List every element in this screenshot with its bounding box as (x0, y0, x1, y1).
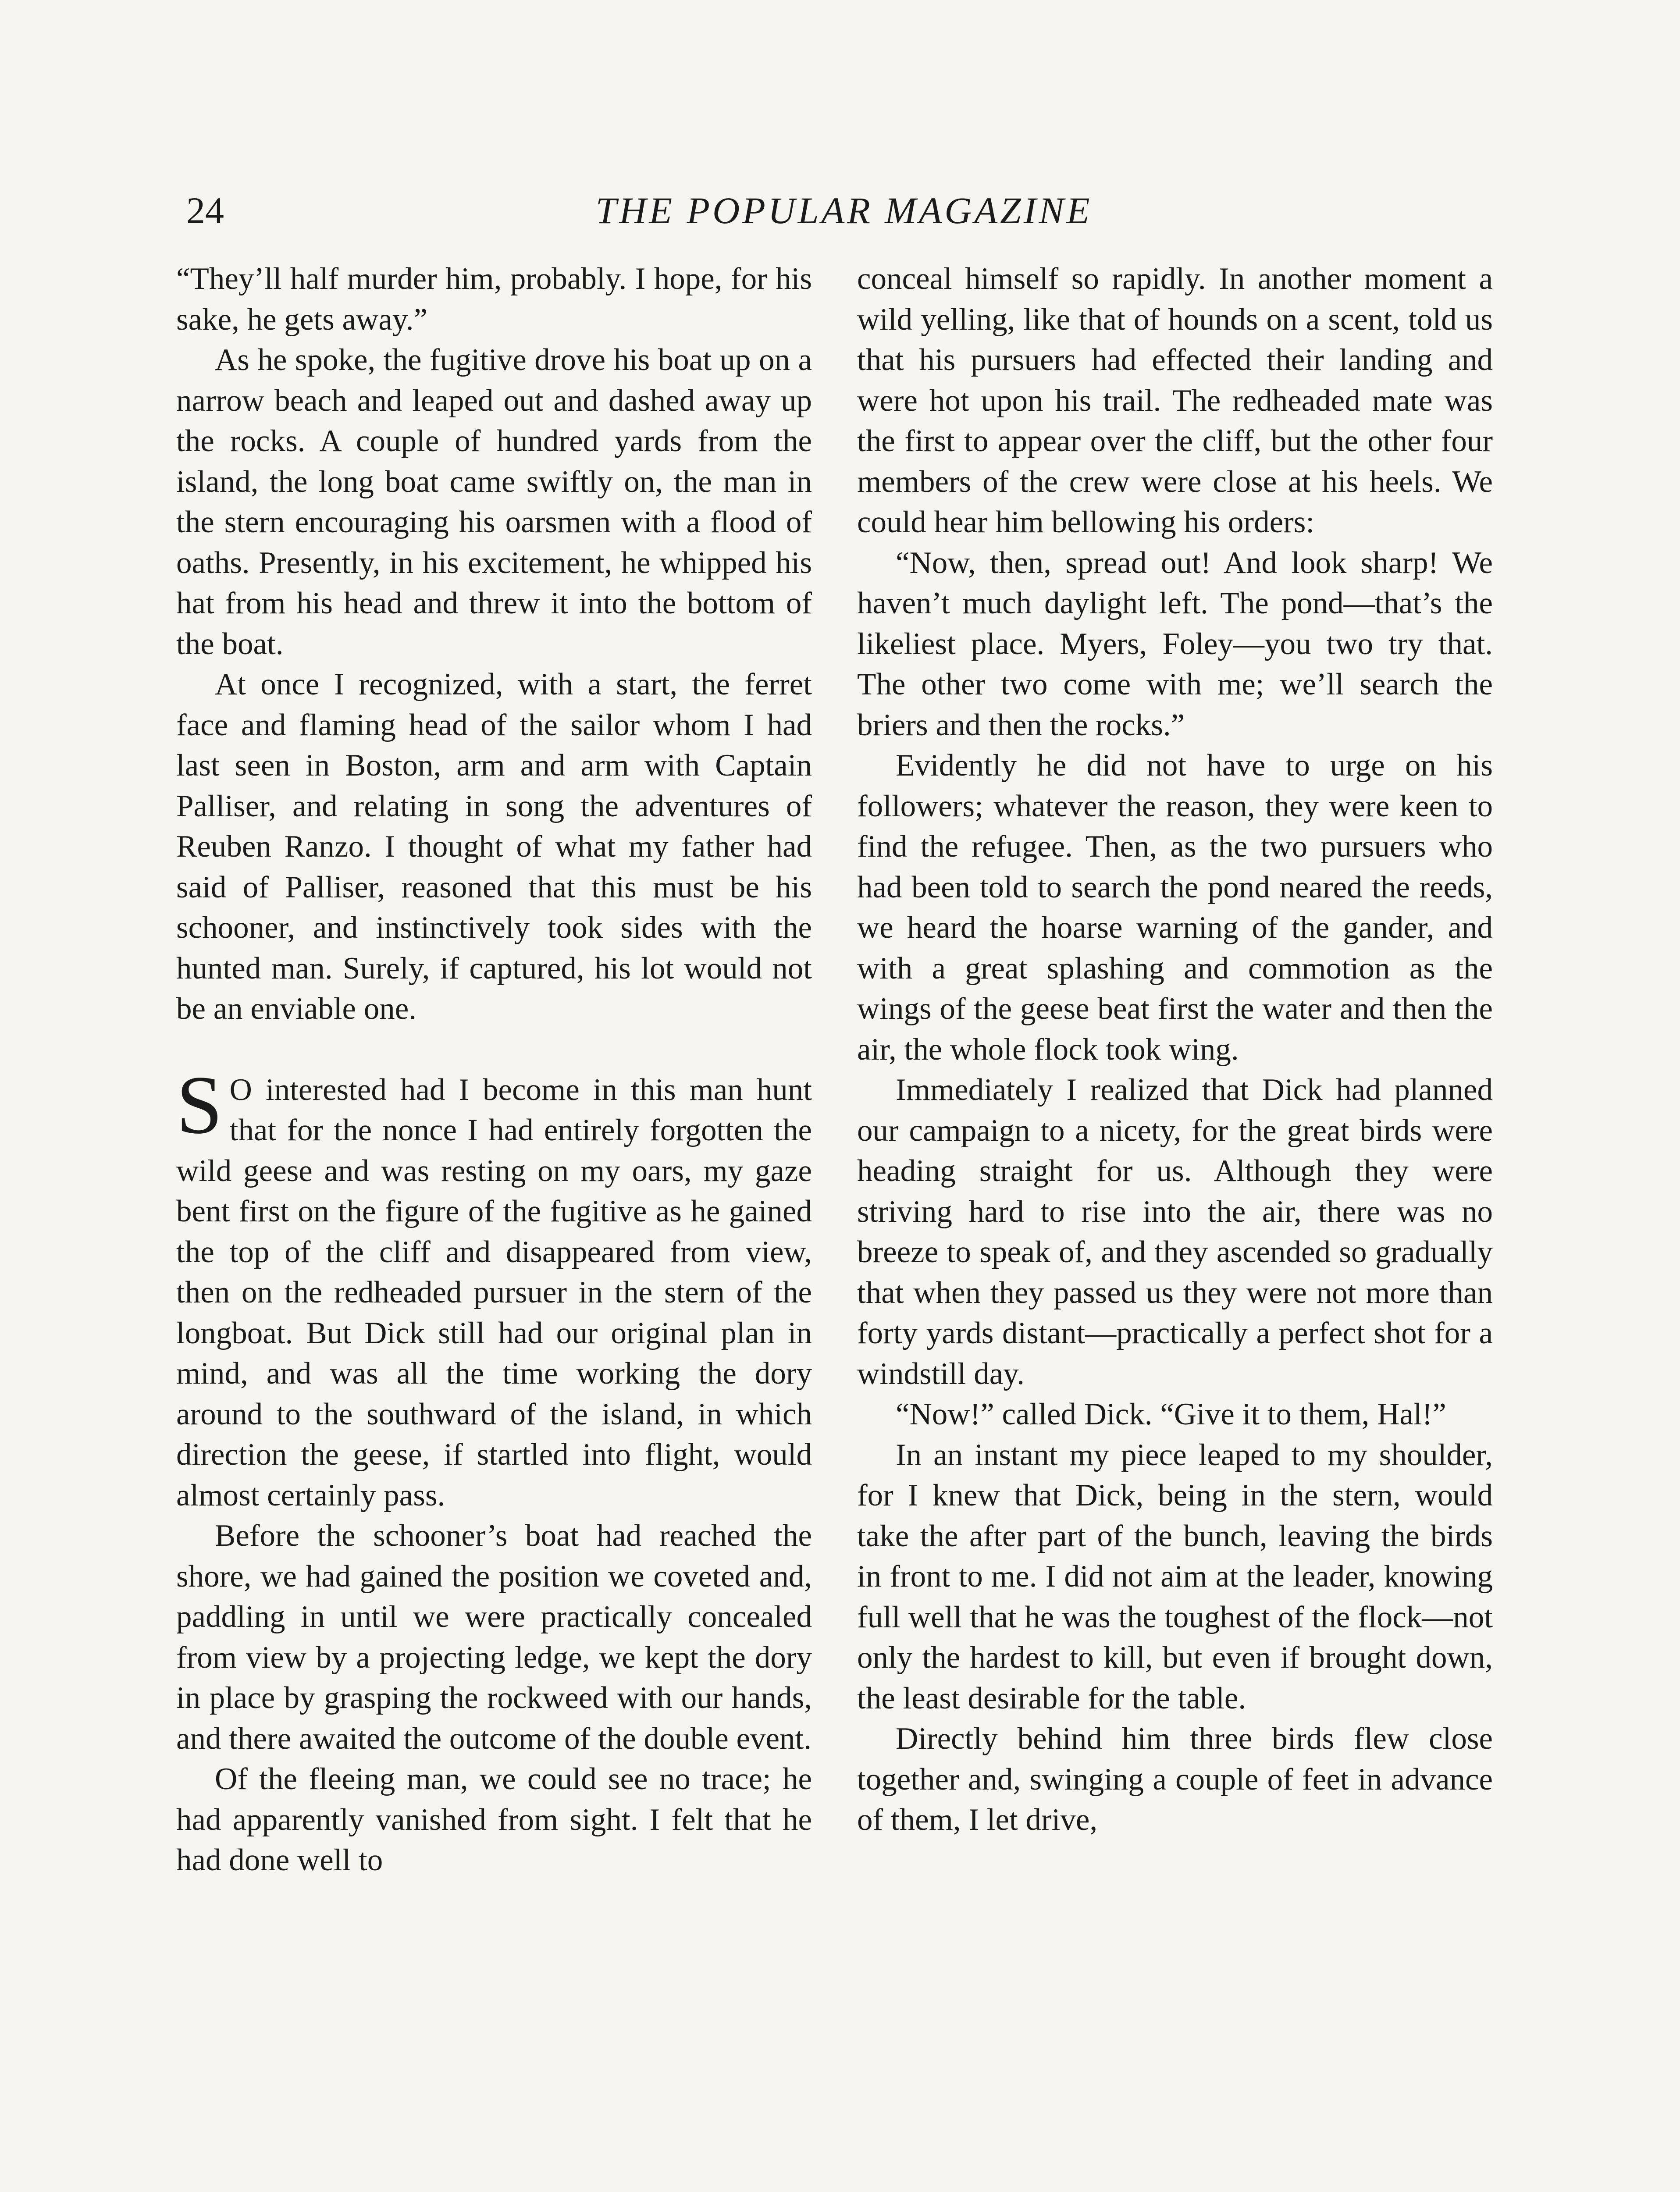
page-header (186, 184, 1502, 237)
paragraph: Of the fleeing man, we could see no trace; he had apparently vanished from sight. I felt that he had done well to (176, 1762, 812, 1877)
paragraph: At once I recognized, with a start, the ferret face and flaming head of the sailor whom I had last seen in Boston, arm and arm with Captain Palliser, and relating in song the adventures of Reuben Ranzo. I thought of what my father had said of Palliser, reasoned that this must be his schooner, and instinctively took sides with the hunted man. Surely, if captured, his lot would not be an enviable one. (176, 667, 812, 1026)
left-column (176, 259, 812, 1881)
paragraph: Evidently he did not have to urge on his followers; whatever the reason, they were keen to find the refugee. Then, as the two pursuers who had been told to search the pond neared the reeds, we heard the hoarse warning of the gander, and with a great splashing and commotion as the wings of the geese beat first the water and then the air, the whole flock took wing. (857, 748, 1493, 1067)
drop-cap: S (176, 1059, 223, 1151)
paragraph: “They’ll half murder him, probably. I hope, for his sake, he gets away.” (176, 262, 812, 337)
paragraph: As he spoke, the fugitive drove his boat up on a narrow beach and leaped out and dashed away up the rocks. A couple of hundred yards from the island, the long boat came swiftly on, the man in the stern encouraging his oarsmen with a flood of oaths. Presently, in his excitement, he whipped his hat from his head and threw it into the bottom of the boat. (176, 343, 812, 661)
paragraph: In an instant my piece leaped to my shoulder, for I knew that Dick, being in the stern, would take the after part of the bunch, leaving the birds in front to me. I did not aim at the leader, knowing full well that he was the toughest of the flock—not only the hardest to kill, but even if brought down, the least desirable for the table. (857, 1438, 1493, 1715)
section-start-paragraph (176, 1059, 812, 1516)
paragraph: Directly behind him three birds flew close together and, swinging a couple of feet in advance of them, I let drive, (857, 1722, 1493, 1837)
right-column (857, 259, 1493, 1840)
page-number: 24 (186, 189, 224, 231)
paragraph: conceal himself so rapidly. In another moment a wild yelling, like that of hounds on a scent, told us that his pursuers had effected their landing and were hot upon his trail. The redheaded mate was the first to appear over the cliff, but the other four members of the crew were close at his heels. We could hear him bellowing his orders: (857, 262, 1493, 539)
running-title: THE POPULAR MAGAZINE (595, 189, 1093, 231)
paragraph: “Now, then, spread out! And look sharp! We haven’t much daylight left. The pond—that’s the likeliest place. Myers, Foley—you two try that. The other two come with me; we’ll search the briers and then the rocks.” (857, 545, 1493, 742)
paragraph-text: O interested had I become in this man hunt that for the nonce I had entirely forgotten the wild geese and was resting on my oars, my gaze bent first on the figure of the fugitive as he gained the top of the cliff and disappeared from view, then on the redheaded pursuer in the stern of the longboat. But Dick still had our original plan in mind, and was all the time working the dory around to the southward of the island, in which direction the geese, if startled into flight, would almost certainly pass. (176, 1072, 812, 1512)
paragraph: “Now!” called Dick. “Give it to them, Hal!” (896, 1397, 1446, 1431)
paragraph: Before the schooner’s boat had reached the shore, we had gained the position we coveted and, paddling in until we were practically concealed from view by a projecting ledge, we kept the dory in place by grasping the rockweed with our hands, and there awaited the outcome of the double event. (176, 1519, 812, 1756)
paragraph: Immediately I realized that Dick had planned our campaign to a nicety, for the great birds were heading straight for us. Although they were striving hard to rise into the air, there was no breeze to speak of, and they ascended so gradually that when they passed us they were not more than forty yards distant—practically a perfect shot for a windstill day. (857, 1073, 1493, 1391)
